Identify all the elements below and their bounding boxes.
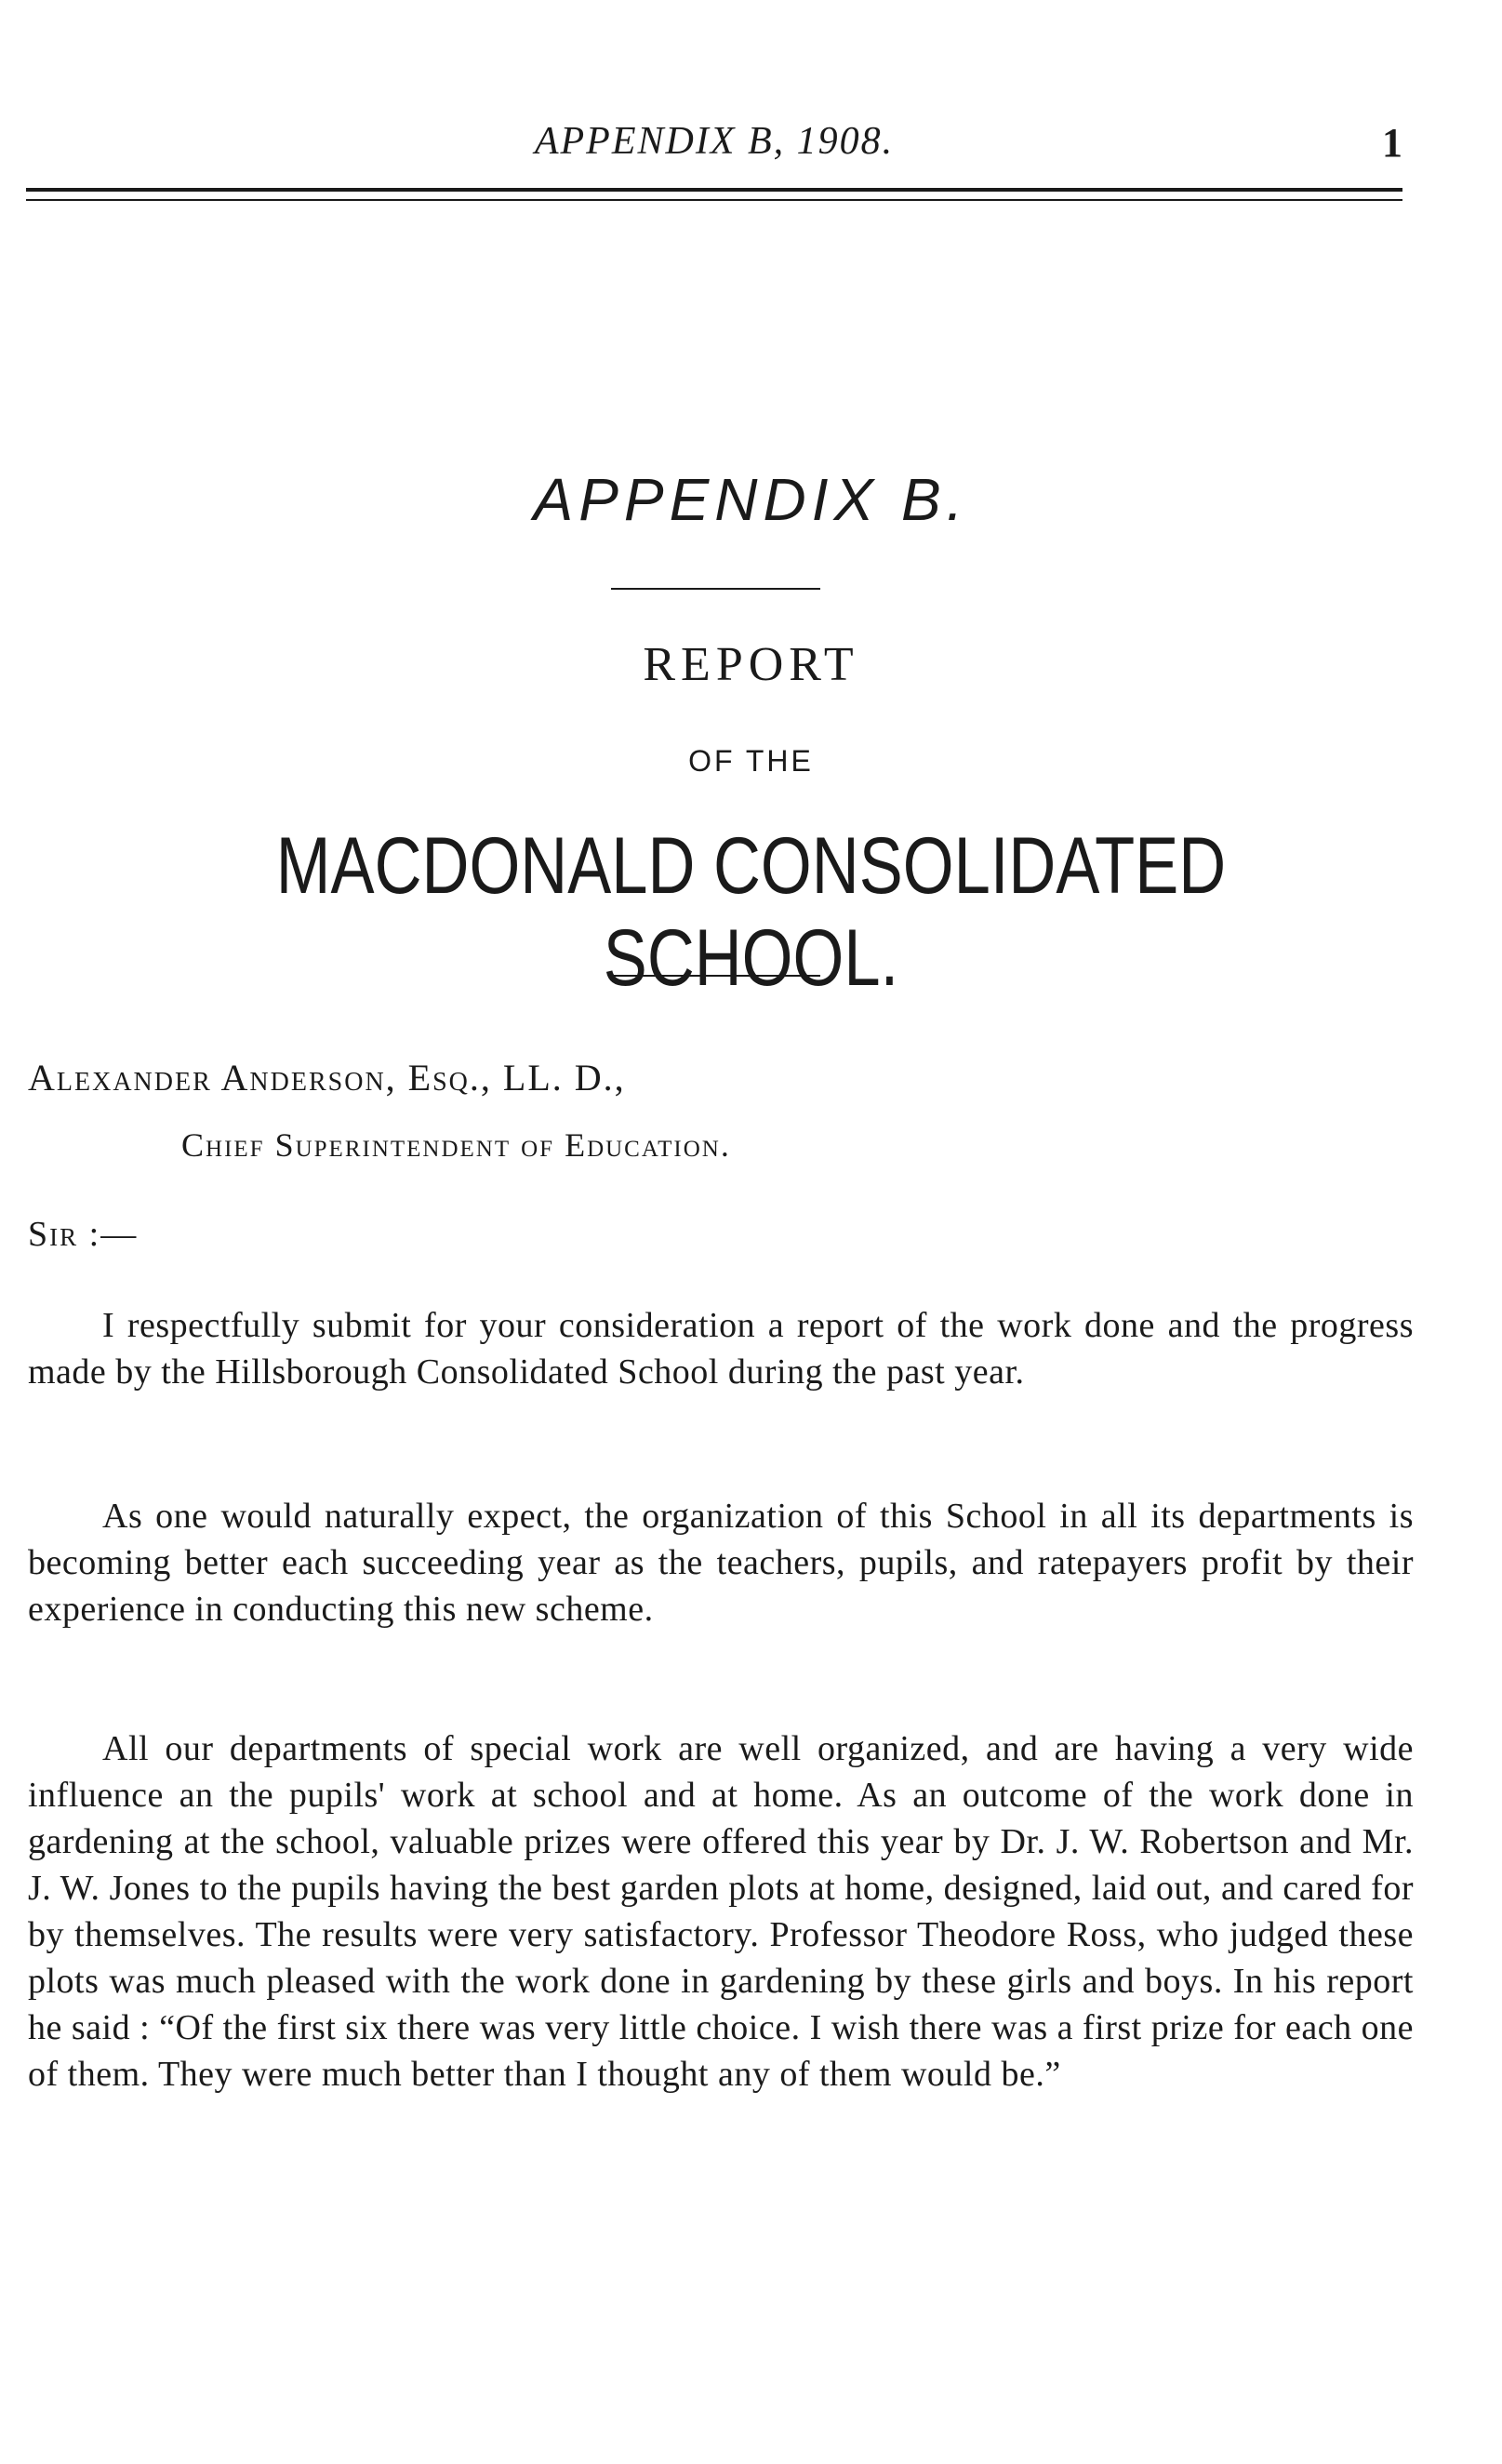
school-name-heading: MACDONALD CONSOLIDATED SCHOOL. (275, 821, 1227, 1003)
running-header (26, 112, 1402, 167)
divider-rule (611, 975, 820, 977)
addressee-name: Alexander Anderson, Esq., LL. D., (28, 1057, 626, 1099)
report-heading: REPORT (643, 638, 859, 691)
body-paragraph: As one would naturally expect, the organization of this School in all its departments is becoming better each succeeding year as the teachers, pupils, and ratepayers profit by their experience in conducting this new scheme. (28, 1497, 1414, 1629)
addressee-title: Chief Superintendent of Education. (181, 1126, 731, 1164)
appendix-heading: APPENDIX B. (533, 466, 969, 533)
header-rule-thin (26, 199, 1402, 201)
of-the-heading: OF THE (688, 744, 814, 778)
page-number: 1 (1382, 120, 1402, 166)
header-rule-thick (26, 188, 1402, 192)
running-header-title: APPENDIX B, 1908. (534, 120, 895, 163)
salutation-greeting: Sir :— (28, 1215, 139, 1254)
body-paragraph: All our departments of special work are well organized, and are having a very wide influence an the pupils' work at school and at home. As an outcome of the work done in gardening at the school, valuable prizes were offered this year by Dr. J. W. Robertson and Mr. J. W. Jones to the pupils having the best garden plots at home, designed, laid out, and cared for by themselves. The results were very satisfactory. Professor Theodore Ross, who judged these plots was much pleased with the work done in gardening by these girls and boys. In his report he said : “Of the first six there was very little choice. I wish there was a first prize for each one of them. They were much better than I thought any of them would be.” (28, 1729, 1414, 2094)
body-paragraph: I respectfully submit for your consideration a report of the work done and the progress made by the Hillsborough Consolidated School during the past year. (28, 1306, 1414, 1392)
divider-rule (611, 588, 820, 590)
